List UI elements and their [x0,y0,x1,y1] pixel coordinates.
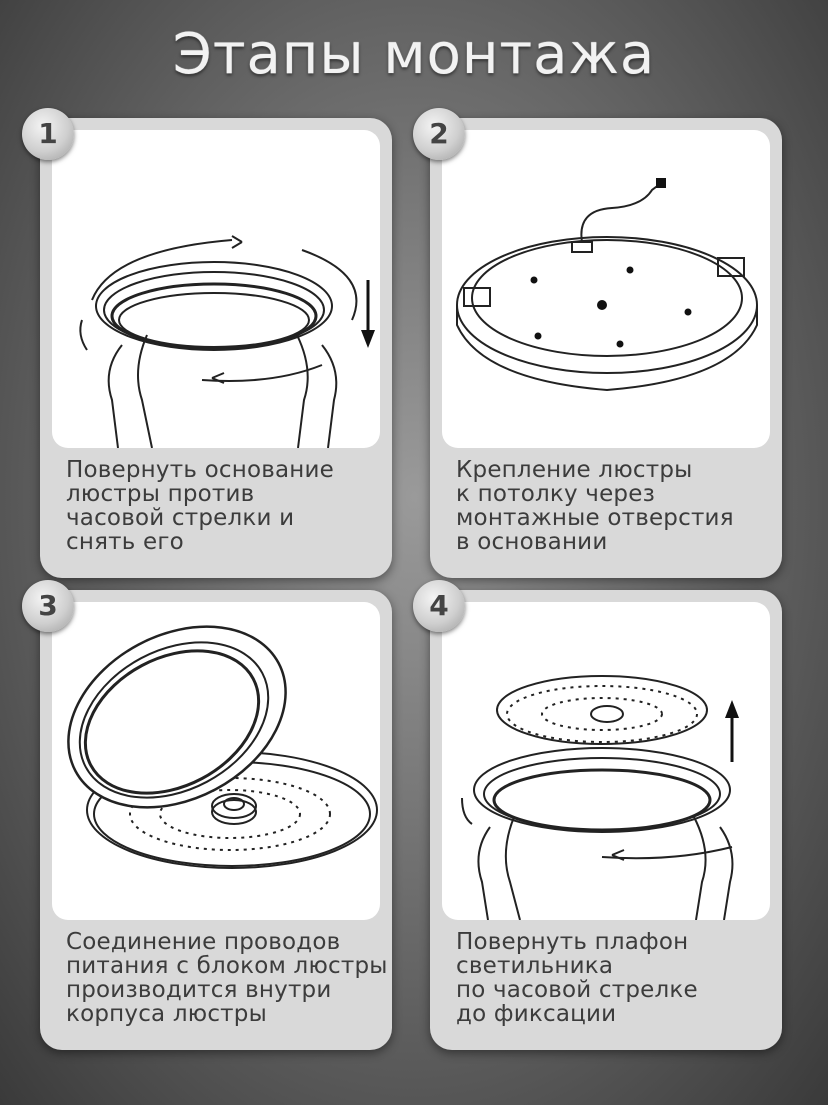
caption-line: монтажные отверстия [456,505,734,531]
step-4-illustration [442,602,770,920]
step-1-panel [40,118,392,578]
mount-base-drawing [442,130,770,448]
step-4-caption [456,930,768,1026]
step-4-badge: 4 [413,580,465,632]
step-3-panel [40,590,392,1050]
step-1-badge: 1 [22,108,74,160]
step-2-panel [430,118,782,578]
caption-line: часовой стрелки и [66,505,295,531]
caption-line: люстры против [66,481,255,507]
page-title: Этапы монтажа [172,22,656,87]
caption-line: Повернуть плафон [456,929,689,955]
caption-line: Соединение проводов [66,929,341,955]
step-4-panel [430,590,782,1050]
caption-line: по часовой стрелке [456,977,698,1003]
step-2-caption [456,458,768,554]
caption-line: к потолку через [456,481,656,507]
step-2-illustration [442,130,770,448]
caption-line: светильника [456,953,614,979]
step-1-caption [66,458,378,554]
caption-line: Повернуть основание [66,457,334,483]
caption-line: Крепление люстры [456,457,693,483]
caption-line: питания с блоком люстры [66,953,388,979]
step-2-badge: 2 [413,108,465,160]
step-3-badge: 3 [22,580,74,632]
remove-base-drawing [52,130,380,448]
caption-line: корпуса люстры [66,1001,267,1027]
caption-line: снять его [66,529,184,555]
caption-line: до фиксации [456,1001,617,1027]
connect-wires-drawing [52,602,380,920]
caption-line: производится внутри [66,977,332,1003]
attach-shade-drawing [442,602,770,920]
caption-line: в основании [456,529,608,555]
step-3-caption [66,929,388,1027]
step-3-illustration [52,602,380,920]
step-1-illustration [52,130,380,448]
